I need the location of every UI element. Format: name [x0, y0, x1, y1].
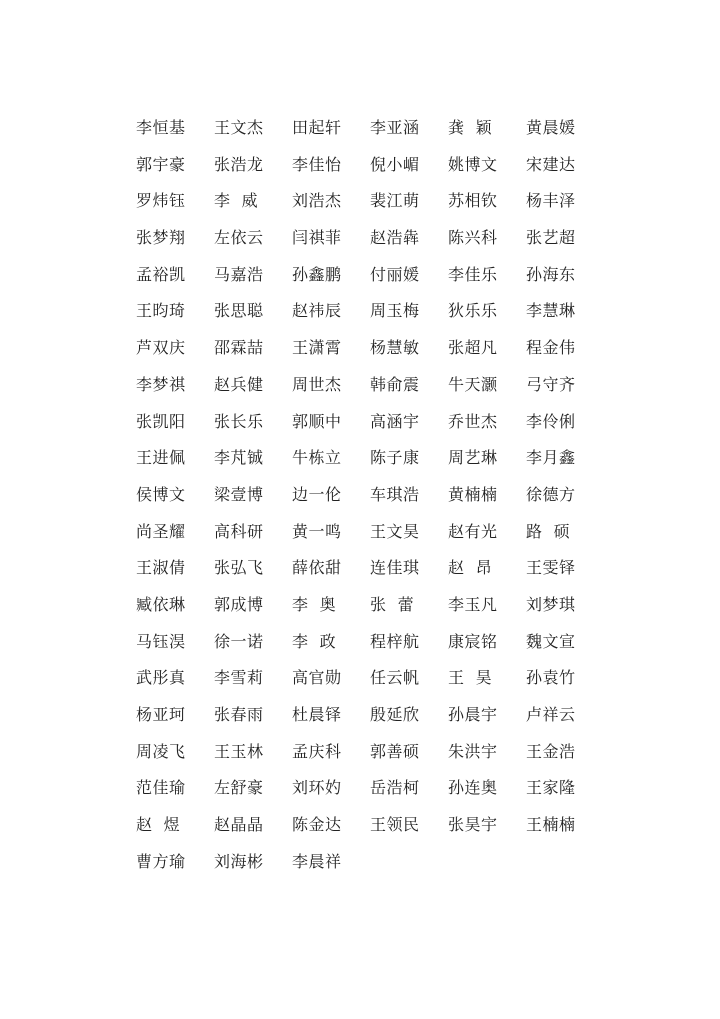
- name-entry: 梁壹博: [214, 484, 264, 504]
- name-entry: 王进佩: [136, 448, 186, 468]
- name-entry: 徐德方: [526, 484, 576, 504]
- name-entry: 狄乐乐: [448, 301, 498, 321]
- name-entry: 魏文宣: [526, 631, 576, 651]
- name-entry: 张长乐: [214, 411, 264, 431]
- name-entry: 周艺琳: [448, 448, 498, 468]
- name-entry: 陈子康: [370, 448, 420, 468]
- name-entry: 刘环妁: [292, 778, 342, 798]
- name-entry: 王文杰: [214, 118, 264, 137]
- name-entry: 李玉凡: [448, 594, 498, 614]
- name-entry: 徐一诺: [214, 631, 264, 651]
- name-entry: 弓守齐: [526, 374, 576, 394]
- name-entry: 王楠楠: [526, 815, 576, 835]
- name-entry: 牛天灏: [448, 374, 498, 394]
- name-entry: 张梦翔: [136, 228, 186, 248]
- name-entry: 倪小嵋: [370, 154, 420, 174]
- name-entry: 刘浩杰: [292, 191, 342, 211]
- name-entry: 张 蕾: [370, 594, 415, 614]
- name-entry: 李慧琳: [526, 301, 576, 321]
- name-entry: 刘海彬: [214, 851, 264, 871]
- name-entry: 周凌飞: [136, 741, 186, 761]
- name-entry: 马钰淏: [136, 631, 186, 651]
- name-entry: 孙连奥: [448, 778, 498, 798]
- name-entry: 康宸铭: [448, 631, 498, 651]
- name-entry: 郭宇豪: [136, 154, 186, 174]
- name-entry: 杨丰泽: [526, 191, 576, 211]
- name-entry: 王玉林: [214, 741, 264, 761]
- name-entry: 孟裕凯: [136, 264, 186, 284]
- name-entry: 郭顺中: [292, 411, 342, 431]
- name-entry: 路 硕: [526, 521, 571, 541]
- name-entry: 王家隆: [526, 778, 576, 798]
- name-entry: 张弘飞: [214, 558, 264, 578]
- name-entry: 尚圣耀: [136, 521, 186, 541]
- name-entry: 周世杰: [292, 374, 342, 394]
- name-entry: 姚博文: [448, 154, 498, 174]
- name-entry: 王昀琦: [136, 301, 186, 321]
- name-entry: 王淑倩: [136, 558, 186, 578]
- name-entry: 张浩龙: [214, 154, 264, 174]
- name-entry: 李伶俐: [526, 411, 576, 431]
- name-entry: 侯博文: [136, 484, 186, 504]
- name-entry: 车琪浩: [370, 484, 420, 504]
- name-entry: 孙晨宇: [448, 705, 498, 724]
- name-entry: 张超凡: [448, 338, 498, 358]
- name-entry: 张春雨: [214, 705, 264, 724]
- name-entry: 乔世杰: [448, 411, 498, 431]
- name-entry: 孙袁竹: [526, 668, 576, 688]
- name-entry: 杨慧敏: [370, 338, 420, 358]
- name-entry: 王领民: [370, 815, 420, 835]
- name-entry: 赵祎辰: [292, 301, 342, 321]
- name-entry: 李晨祥: [292, 851, 342, 871]
- name-entry: 张昊宇: [448, 815, 498, 835]
- name-entry: 田起轩: [292, 118, 342, 137]
- name-entry: 刘梦琪: [526, 594, 576, 614]
- name-entry: 赵有光: [448, 521, 498, 541]
- name-entry: 付丽媛: [370, 264, 420, 284]
- name-entry: 任云帆: [370, 668, 420, 688]
- name-entry: 牛栋立: [292, 448, 342, 468]
- name-entry: 朱洪宇: [448, 741, 498, 761]
- name-entry: 殷延欣: [370, 705, 420, 724]
- name-entry: 周玉梅: [370, 301, 420, 321]
- name-entry: 赵 煜: [136, 815, 181, 835]
- name-entry: 李 政: [292, 631, 337, 651]
- name-entry: 薛依甜: [292, 558, 342, 578]
- name-entry: 赵浩犇: [370, 228, 420, 248]
- name-entry: 李 奥: [292, 594, 337, 614]
- name-entry: 王 昊: [448, 668, 493, 688]
- name-entry: 李恒基: [136, 118, 186, 137]
- name-entry: 孟庆科: [292, 741, 342, 761]
- name-entry: 张思聪: [214, 301, 264, 321]
- name-entry: 李佳怡: [292, 154, 342, 174]
- name-entry: 孙海东: [526, 264, 576, 284]
- name-entry: 程梓航: [370, 631, 420, 651]
- name-entry: 王潇霄: [292, 338, 342, 358]
- name-entry: 高官勋: [292, 668, 342, 688]
- name-entry: 李梦祺: [136, 374, 186, 394]
- name-entry: 罗炜钰: [136, 191, 186, 211]
- name-entry: 杜晨铎: [292, 705, 342, 724]
- name-entry: 李雪莉: [214, 668, 264, 688]
- name-entry: 武彤真: [136, 668, 186, 688]
- name-entry: 岳浩柯: [370, 778, 420, 798]
- name-entry: 赵兵健: [214, 374, 264, 394]
- name-entry: 韩俞震: [370, 374, 420, 394]
- name-entry: 闫祺菲: [292, 228, 342, 248]
- name-list-grid: [136, 110, 596, 880]
- name-entry: 马嘉浩: [214, 264, 264, 284]
- name-entry: 边一伦: [292, 484, 342, 504]
- name-entry: 连佳琪: [370, 558, 420, 578]
- name-entry: 赵 昂: [448, 558, 493, 578]
- name-entry: 李亚涵: [370, 118, 420, 137]
- name-entry: 张凯阳: [136, 411, 186, 431]
- name-entry: 赵晶晶: [214, 815, 264, 835]
- name-entry: 曹方瑜: [136, 851, 186, 871]
- name-entry: 李 威: [214, 191, 259, 211]
- name-entry: 王文昊: [370, 521, 420, 541]
- name-entry: 黄楠楠: [448, 484, 498, 504]
- name-entry: 郭成博: [214, 594, 264, 614]
- name-entry: 张艺超: [526, 228, 576, 248]
- name-entry: 陈金达: [292, 815, 342, 835]
- name-entry: 芦双庆: [136, 338, 186, 358]
- name-entry: 邵霖喆: [214, 338, 264, 358]
- name-entry: 程金伟: [526, 338, 576, 358]
- name-entry: 左依云: [214, 228, 264, 248]
- name-entry: 黄一鸣: [292, 521, 342, 541]
- name-entry: 左舒豪: [214, 778, 264, 798]
- name-entry: 陈兴科: [448, 228, 498, 248]
- name-entry: 臧依琳: [136, 594, 186, 614]
- name-entry: 李芃铖: [214, 448, 264, 468]
- name-entry: 杨亚珂: [136, 705, 186, 724]
- name-entry: 龚 颖: [448, 118, 493, 137]
- name-entry: 宋建达: [526, 154, 576, 174]
- name-entry: 苏相钦: [448, 191, 498, 211]
- name-entry: 高涵宇: [370, 411, 420, 431]
- name-entry: 李月鑫: [526, 448, 576, 468]
- name-entry: 黄晨媛: [526, 118, 576, 137]
- name-entry: 王金浩: [526, 741, 576, 761]
- name-entry: 孙鑫鹏: [292, 264, 342, 284]
- name-entry: 李佳乐: [448, 264, 498, 284]
- name-entry: 高科研: [214, 521, 264, 541]
- name-entry: 范佳瑜: [136, 778, 186, 798]
- name-entry: 卢祥云: [526, 705, 576, 724]
- name-entry: 裴江萌: [370, 191, 420, 211]
- name-entry: 郭善硕: [370, 741, 420, 761]
- name-entry: 王雯铎: [526, 558, 576, 578]
